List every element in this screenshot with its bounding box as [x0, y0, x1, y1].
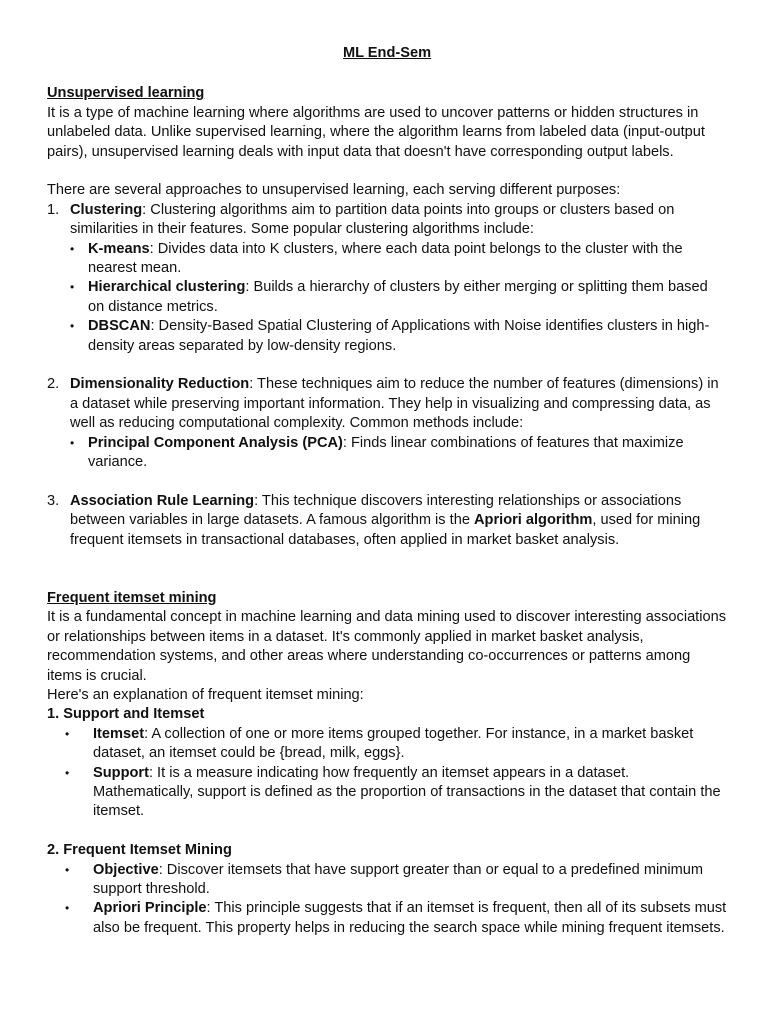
- unsupervised-intro: It is a type of machine learning where algorithms are used to uncover patterns or hidden structures in unlabeled data. Unlike supervised learning, where the algorithm learns from labeled data (input-output pairs), unsupervised learning deals with input data that doesn't have corresponding output labels.: [47, 104, 705, 160]
- spacer: [47, 822, 727, 841]
- term-apriori-principle: Apriori Principle: [93, 900, 207, 917]
- document-title: ML End-Sem: [342, 45, 432, 61]
- document-page: [47, 44, 727, 938]
- spacer: [47, 162, 727, 181]
- approach-item-association: [47, 492, 727, 550]
- bullet-dbscan: [70, 317, 727, 356]
- bullet-apriori-principle: [47, 899, 727, 938]
- kmeans-desc: : Divides data into K clusters, where each data point belongs to the cluster with the nearest mean.: [88, 240, 683, 277]
- bullet-objective: [47, 861, 727, 900]
- dimensionality-bullets: [70, 434, 727, 473]
- term-itemset: Itemset: [93, 725, 145, 742]
- spacer: [70, 473, 727, 492]
- bullet-itemset: [47, 725, 727, 764]
- term-association: Association Rule Learning: [70, 492, 255, 509]
- term-objective: Objective: [93, 861, 159, 878]
- section1-bullets: [47, 725, 727, 822]
- term-kmeans: K-means: [88, 240, 150, 257]
- bullet-pca: [70, 434, 727, 473]
- bullet-kmeans: [70, 240, 727, 279]
- association-desc-b: , used for mining frequent itemsets in transactional databases, often applied in market basket analysis.: [70, 512, 701, 548]
- hierarchical-desc: : Builds a hierarchy of clusters by either merging or splitting them based on distance metrics.: [88, 279, 708, 315]
- term-dimensionality: Dimensionality Reduction: [70, 376, 250, 393]
- clustering-desc: : Clustering algorithms aim to partition data points into groups or clusters based on similarities in their features. Some popular clustering algorithms include:: [70, 201, 675, 238]
- section2-bullets: [47, 861, 727, 939]
- approaches-list: [47, 201, 727, 550]
- clustering-bullets: [70, 240, 727, 356]
- section2-heading: 2. Frequent Itemset Mining: [47, 842, 232, 859]
- frequent-explanation: Here's an explanation of frequent itemset mining:: [47, 686, 364, 703]
- bullet-support: [47, 764, 727, 822]
- list-number: 2.: [47, 376, 60, 393]
- list-number: 3.: [47, 492, 60, 509]
- approaches-intro: There are several approaches to unsupervised learning, each serving different purposes:: [47, 182, 621, 199]
- term-clustering: Clustering: [70, 201, 143, 218]
- approach-item-clustering: [47, 201, 727, 376]
- spacer: [47, 550, 727, 589]
- bullet-hierarchical: [70, 278, 727, 317]
- dbscan-desc: : Density-Based Spatial Clustering of Applications with Noise identifies clusters in high-density areas separated by low-density regions.: [88, 318, 710, 354]
- association-desc-a: : This technique discovers interesting relationships or associations between variables in large datasets. A famous algorithm is the: [70, 492, 682, 529]
- term-hierarchical: Hierarchical clustering: [88, 279, 246, 296]
- dimensionality-desc: : These techniques aim to reduce the number of features (dimensions) in a dataset while preserving important information. They help in visualizing and compressing data, as well as reducing computational complexity. Common methods include:: [70, 376, 719, 432]
- section1-heading: 1. Support and Itemset: [47, 706, 205, 723]
- term-dbscan: DBSCAN: [88, 318, 151, 335]
- unsupervised-heading: Unsupervised learning: [47, 85, 205, 102]
- apriori-principle-desc: : This principle suggests that if an itemset is frequent, then all of its subsets must also be frequent. This property helps in reducing the search space while mining frequent itemsets.: [93, 900, 727, 936]
- frequent-intro: It is a fundamental concept in machine learning and data mining used to discover interesting associations or relationships between items in a dataset. It's commonly applied in market basket analysis, recommendation systems, and other areas where understanding co-occurrences or patterns among items is crucial.: [47, 609, 727, 684]
- spacer: [70, 356, 727, 375]
- term-support: Support: [93, 764, 149, 781]
- objective-desc: : Discover itemsets that have support greater than or equal to a predefined minimum support threshold.: [93, 861, 704, 897]
- term-pca: Principal Component Analysis (PCA): [88, 434, 343, 451]
- itemset-desc: : A collection of one or more items grouped together. For instance, in a market basket dataset, an itemset could be {bread, milk, eggs}.: [93, 725, 694, 762]
- list-number: 1.: [47, 201, 60, 218]
- term-apriori-algorithm: Apriori algorithm: [474, 512, 593, 529]
- pca-desc: : Finds linear combinations of features that maximize variance.: [88, 434, 684, 471]
- support-desc: : It is a measure indicating how frequently an itemset appears in a dataset. Mathematically, support is defined as the proportion of transactions in the dataset that contain the itemset.: [93, 764, 721, 820]
- frequent-heading: Frequent itemset mining: [47, 589, 217, 606]
- approach-item-dimensionality: [47, 375, 727, 491]
